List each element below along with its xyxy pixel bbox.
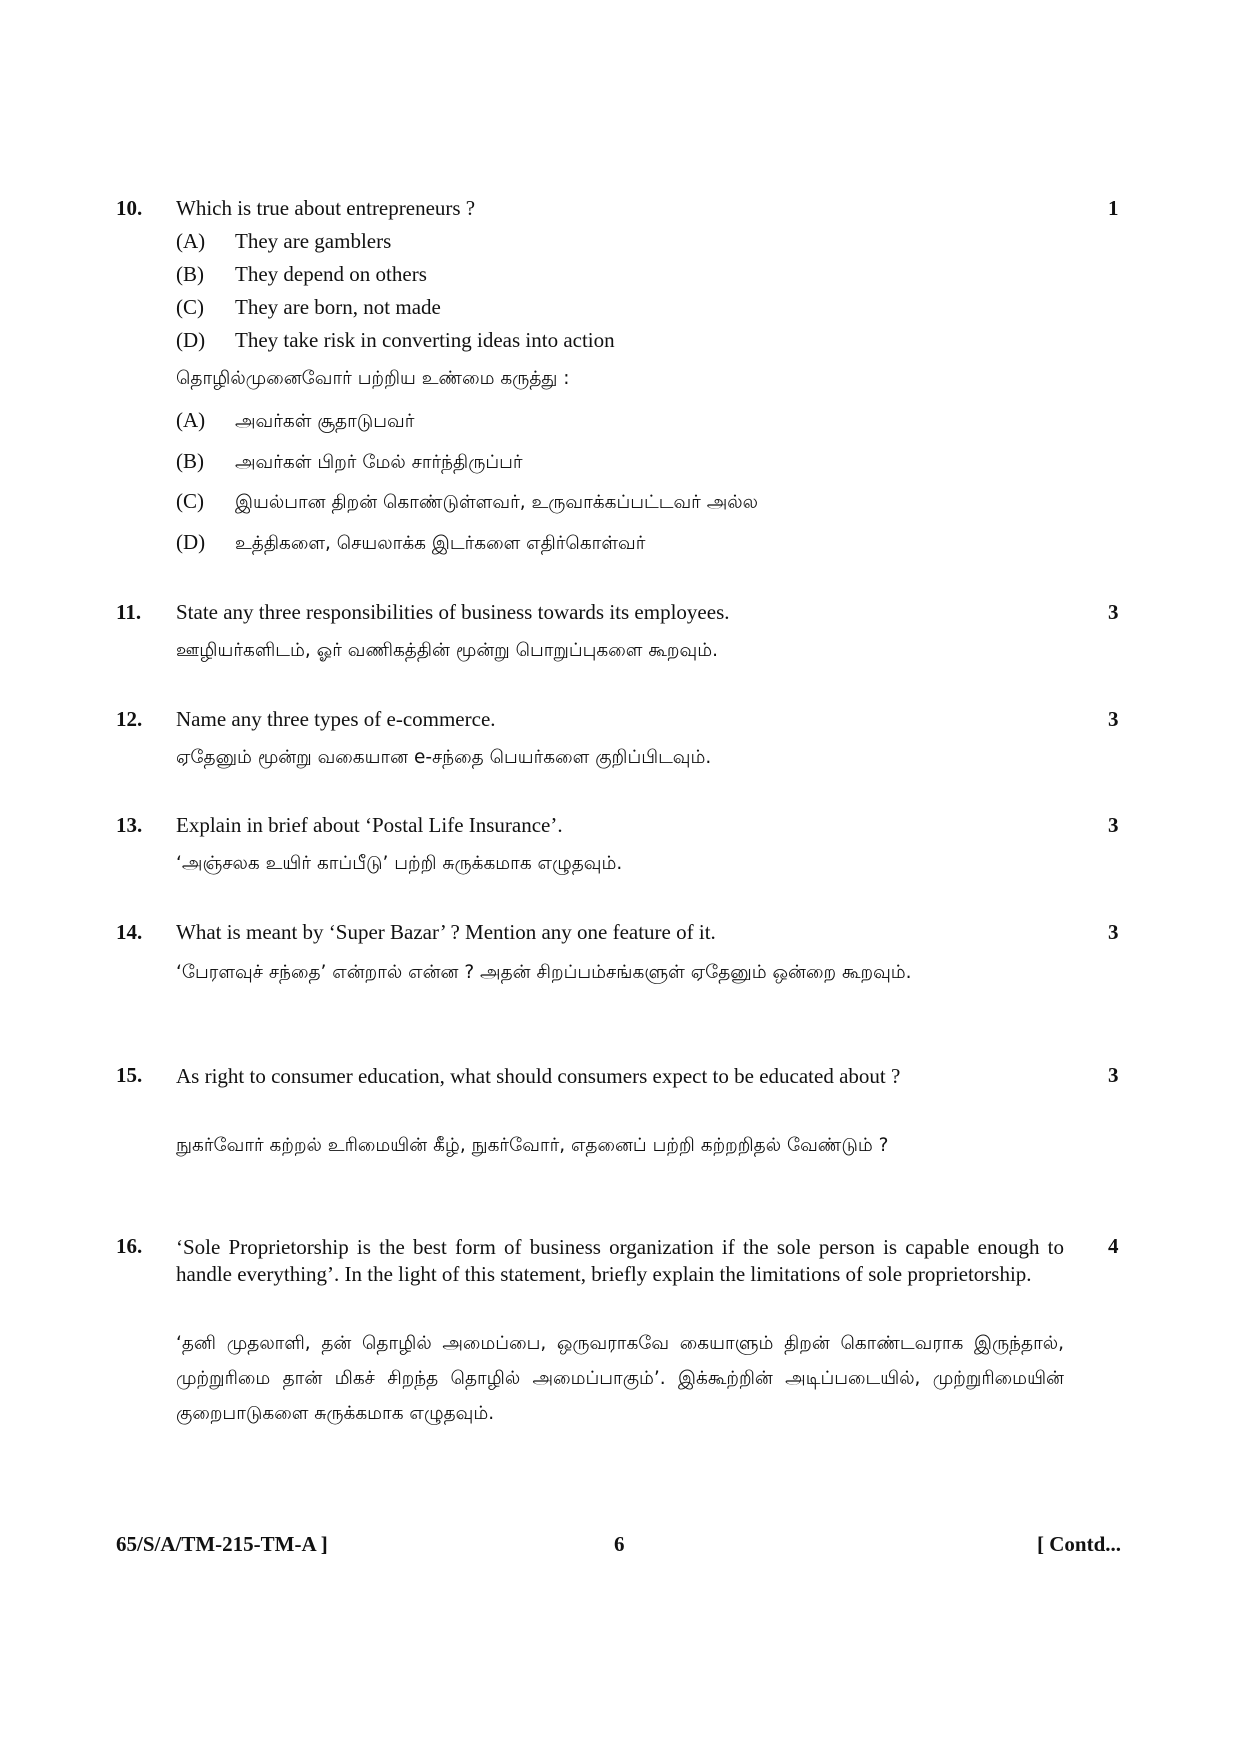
option-a: (A) They are gamblers xyxy=(176,229,392,253)
question-text: ‘Sole Proprietorship is the best form of business organization if the sole person is capable enough to handle everything’. In the light of this statement, briefly explain the limitations of sole proprietorship. xyxy=(176,1235,1064,1286)
page-number: 6 xyxy=(614,1532,625,1556)
tamil-question-text: ‘அஞ்சலக உயிர் காப்பீடு’ பற்றி சுருக்கமாக எழுதவும். xyxy=(176,853,623,874)
option-c: (C) They are born, not made xyxy=(176,295,441,319)
tamil-option-b: (B) அவர்கள் பிறர் மேல் சார்ந்திருப்பர் xyxy=(176,449,523,473)
question-text: Name any three types of e-commerce. xyxy=(176,707,496,731)
tamil-question-text: ஏதேனும் மூன்று வகையான e-சந்தை பெயர்களை குறிப்பிடவும். xyxy=(176,747,712,768)
tamil-question-text: ‘பேரளவுச் சந்தை’ என்றால் என்ன ? அதன் சிறப்பம்சங்களுள் ஏதேனும் ஒன்றை கூறவும். xyxy=(176,962,912,983)
question-marks: 3 xyxy=(1108,1063,1119,1087)
question-marks: 3 xyxy=(1108,920,1119,944)
question-marks: 3 xyxy=(1108,707,1119,731)
tamil-question-text: தொழில்முனைவோர் பற்றிய உண்மை கருத்து : xyxy=(176,368,570,389)
tamil-question-text: ‘தனி முதலாளி, தன் தொழில் அமைப்பை, ஒருவராகவே கையாளும் திறன் கொண்டவராக இருந்தால், முற்றுரிமை தான் மிகச் சிறந்த தொழில் அமைப்பாகும்’. இக்கூற்றின் அடிப்படையில், முற்றுரிமையின் குறைபாடுகளை சுருக்கமாக எழுதவும். xyxy=(176,1333,1064,1424)
question-text: Which is true about entrepreneurs ? xyxy=(176,196,476,220)
question-number: 14. xyxy=(116,920,143,944)
question-number: 10. xyxy=(116,196,143,220)
question-marks: 1 xyxy=(1108,196,1119,220)
question-number: 15. xyxy=(116,1063,143,1087)
question-number: 11. xyxy=(116,600,142,624)
tamil-question-text: ஊழியர்களிடம், ஓர் வணிகத்தின் மூன்று பொறுப்புகளை கூறவும். xyxy=(176,640,718,661)
continued-label: [ Contd... xyxy=(1037,1532,1122,1556)
question-number: 16. xyxy=(116,1234,143,1258)
question-text: State any three responsibilities of business towards its employees. xyxy=(176,600,730,624)
question-marks: 4 xyxy=(1108,1234,1119,1258)
question-marks: 3 xyxy=(1108,600,1119,624)
tamil-option-c: (C) இயல்பான திறன் கொண்டுள்ளவர், உருவாக்கப்பட்டவர் அல்ல xyxy=(176,489,758,513)
question-number: 13. xyxy=(116,813,143,837)
tamil-option-a: (A) அவர்கள் சூதாடுபவர் xyxy=(176,408,415,432)
question-text: Explain in brief about ‘Postal Life Insurance’. xyxy=(176,813,563,837)
question-number: 12. xyxy=(116,707,143,731)
tamil-question-text: நுகர்வோர் கற்றல் உரிமையின் கீழ், நுகர்வோர், எதனைப் பற்றி கற்றறிதல் வேண்டும் ? xyxy=(176,1135,889,1156)
question-text: What is meant by ‘Super Bazar’ ? Mention any one feature of it. xyxy=(176,920,716,944)
question-marks: 3 xyxy=(1108,813,1119,837)
option-d: (D) They take risk in converting ideas into action xyxy=(176,328,615,352)
option-b: (B) They depend on others xyxy=(176,262,427,286)
tamil-option-d: (D) உத்திகளை, செயலாக்க இடர்களை எதிர்கொள்வர் xyxy=(176,530,646,554)
paper-code: 65/S/A/TM-215-TM-A ] xyxy=(116,1532,328,1556)
question-text: As right to consumer education, what should consumers expect to be educated about ? xyxy=(176,1064,901,1088)
